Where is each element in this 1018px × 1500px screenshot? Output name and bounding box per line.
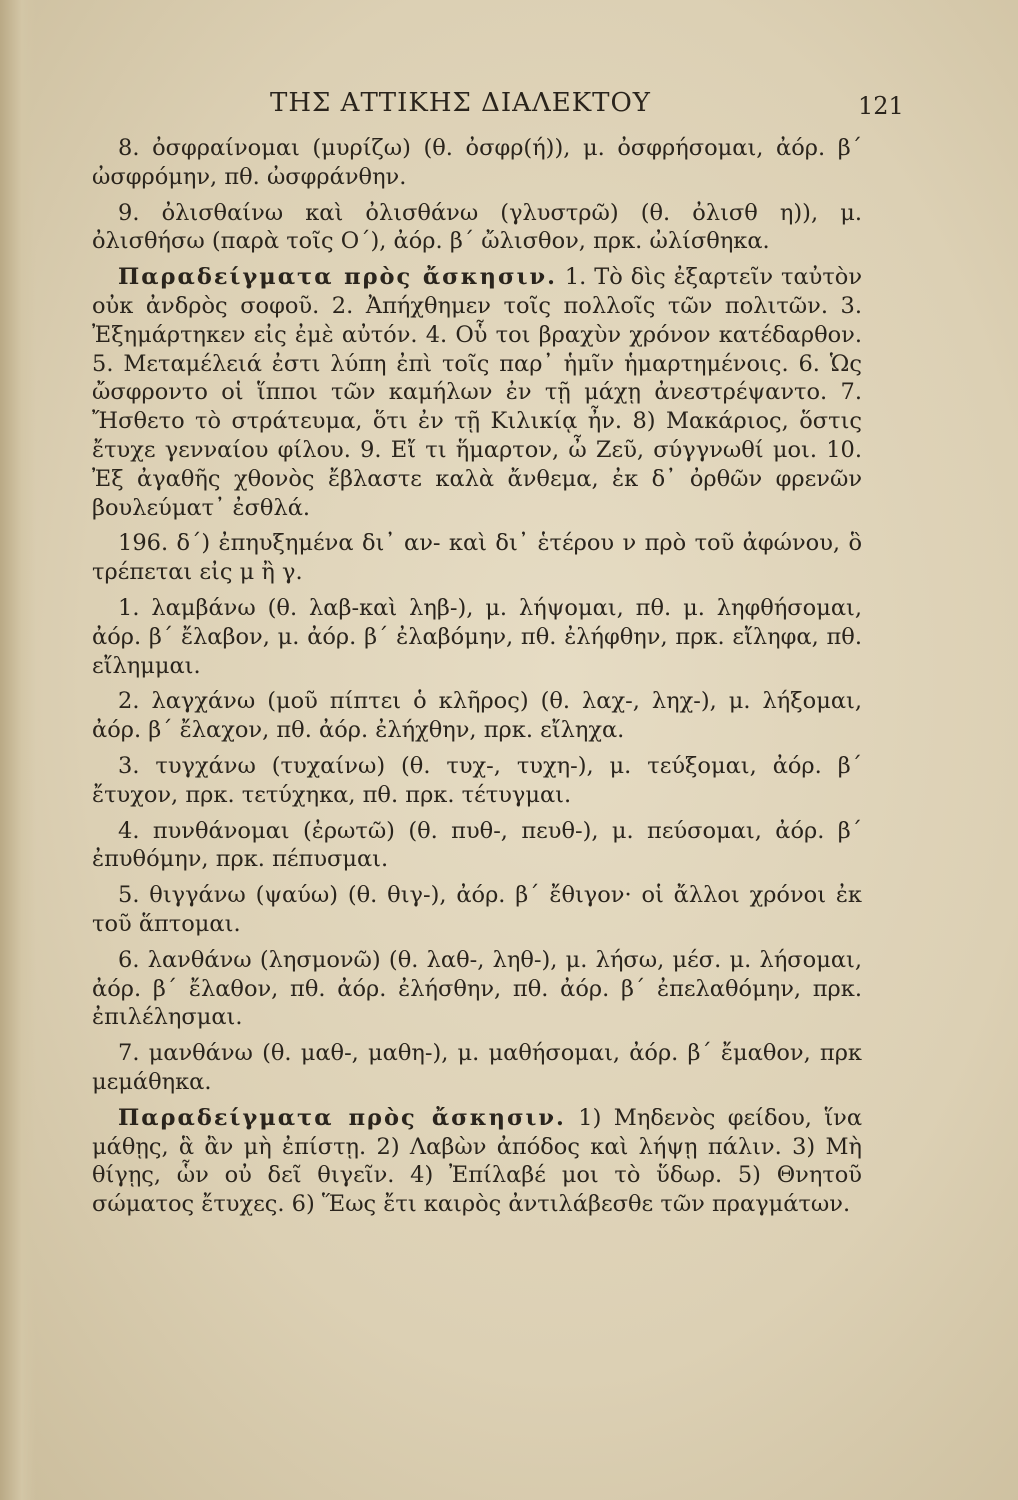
- body-text: [92, 134, 862, 1219]
- paragraph-exercises-2: Παραδείγματα πρὸς ἄσκησιν. 1) Μηδενὸς φείδου, ἵνα μάθῃς, ἃ ἂν μὴ ἐπίστῃ. 2) Λαβὼν ἀπόδος καὶ λήψῃ πάλιν. 3) Μὴ θίγῃς, ὧν οὐ δεῖ θιγεῖν. 4) Ἐπίλαβέ μοι τὸ ὕδωρ. 5) Θνητοῦ σώματος ἔτυχες. 6) Ἕως ἔτι καιρὸς ἀντιλάβεσθε τῶν πραγμάτων.: [92, 1104, 863, 1218]
- paragraph-tygchano: 3. τυγχάνω (τυχαίνω) (θ. τυχ-, τυχη-), μ. τεύξομαι, ἀόρ. β΄ ἔτυχον, πρκ. τετύχηκα, πθ. πρκ. τέτυγμαι.: [92, 752, 862, 808]
- page-gutter: [0, 0, 36, 1500]
- paragraph-lagchano: 2. λαγχάνω (μοῦ πίπτει ὁ κλῆρος) (θ. λαχ-, ληχ-), μ. λήξομαι, ἀόρ. β΄ ἔλαχον, πθ. ἀόρ. ἐλήχθην, πρκ. εἴληχα.: [92, 688, 862, 744]
- paragraph-lanthano: 6. λανθάνω (λησμονῶ) (θ. λαθ-, ληθ-), μ. λήσω, μέσ. μ. λήσομαι, ἀόρ. β΄ ἔλαθον, πθ. ἀόρ. ἐλήσθην, πθ. ἀόρ. β΄ ἐπελαθόμην, πρκ. ἐπιλέλησμαι.: [92, 946, 862, 1031]
- paragraph-verb-8: 8. ὀσφραίνομαι (μυρίζω) (θ. ὀσφρ(ή)), μ. ὀσφρήσομαι, ἀόρ. β΄ ὠσφρόμην, πθ. ὠσφράνθην.: [92, 135, 862, 190]
- paragraph-section-196: 196. δ΄) ἐπηυξημένα δι᾿ αν- καὶ δι᾿ ἑτέρου ν πρὸ τοῦ ἀφώνου, ὃ τρέπεται εἰς μ ἢ γ.: [92, 530, 862, 586]
- paragraph-manthano: 7. μανθάνω (θ. μαθ-, μαθη-), μ. μαθήσομαι, ἀόρ. β΄ ἔμαθον, πρκ μεμάθηκα.: [92, 1040, 862, 1095]
- paragraph-pynthanomai: 4. πυνθάνομαι (ἐρωτῶ) (θ. πυθ-, πευθ-), μ. πεύσομαι, ἀόρ. β΄ ἐπυθόμην, πρκ. πέπυσμαι.: [92, 817, 862, 873]
- paragraph-exercises-1: Παραδείγματα πρὸς ἄσκησιν. 1. Τὸ δὶς ἐξαρτεῖν ταὐτὸν οὐκ ἀνδρὸς σοφοῦ. 2. Ἀπήχθημεν τοῖς πολλοῖς τῶν πολιτῶν. 3. Ἐξημάρτηκεν εἰς ἐμὲ αὐτόν. 4. Οὗ τοι βραχὺν χρόνον κατέδαρθον. 5. Μεταμέλειά ἐστι λύπη ἐπὶ τοῖς παρ᾿ ἡμῖν ἡμαρτημένοις. 6. Ὡς ὤσφροντο οἱ ἵπποι τῶν καμήλων ἐν τῇ μάχῃ ἀνεστρέψαντο. 7. Ἤσθετο τὸ στράτευμα, ὅτι ἐν τῇ Κιλικίᾳ ἦν. 8) Μακάριος, ὅστις ἔτυχε γενναίου φίλου. 9. Εἴ τι ἥμαρτον, ὦ Ζεῦ, σύγγνωθί μοι. 10. Ἐξ ἀγαθῆς χθονὸς ἔβλαστε καλὰ ἄνθεμα, ἐκ δ᾿ ὀρθῶν φρενῶν βουλεύματ᾿ ἐσθλά.: [92, 264, 863, 521]
- page-header: [0, 78, 1018, 118]
- exercises-heading: Παραδείγματα πρὸς ἄσκησιν.: [118, 264, 557, 291]
- paragraph-lambano: 1. λαμβάνω (θ. λαβ-καὶ ληβ-), μ. λήψομαι, πθ. μ. ληφθήσομαι, ἀόρ. β΄ ἔλαβον, μ. ἀόρ. β΄ ἐλαβόμην, πθ. ἐλήφθην, πρκ. εἴληφα, πθ. εἴλημμαι.: [92, 594, 862, 679]
- page-number: 121: [858, 92, 904, 120]
- exercises-heading: Παραδείγματα πρὸς ἄσκησιν.: [118, 1104, 566, 1131]
- paragraph-thigganono: 5. θιγγάνω (ψαύω) (θ. θιγ-), ἀόρ. β΄ ἔθιγον· οἱ ἄλλοι χρόνοι ἐκ τοῦ ἅπτομαι.: [92, 882, 862, 937]
- paragraph-verb-9: 9. ὀλισθαίνω καὶ ὀλισθάνω (γλυστρῶ) (θ. ὀλισθ η)), μ. ὀλισθήσω (παρὰ τοῖς Ο΄), ἀόρ. β΄ ὤλισθον, πρκ. ὠλίσθηκα.: [92, 199, 862, 255]
- running-title: ΤΗΣ ΑΤΤΙΚΗΣ ΔΙΑΛΕΚΤΟΥ: [270, 88, 651, 118]
